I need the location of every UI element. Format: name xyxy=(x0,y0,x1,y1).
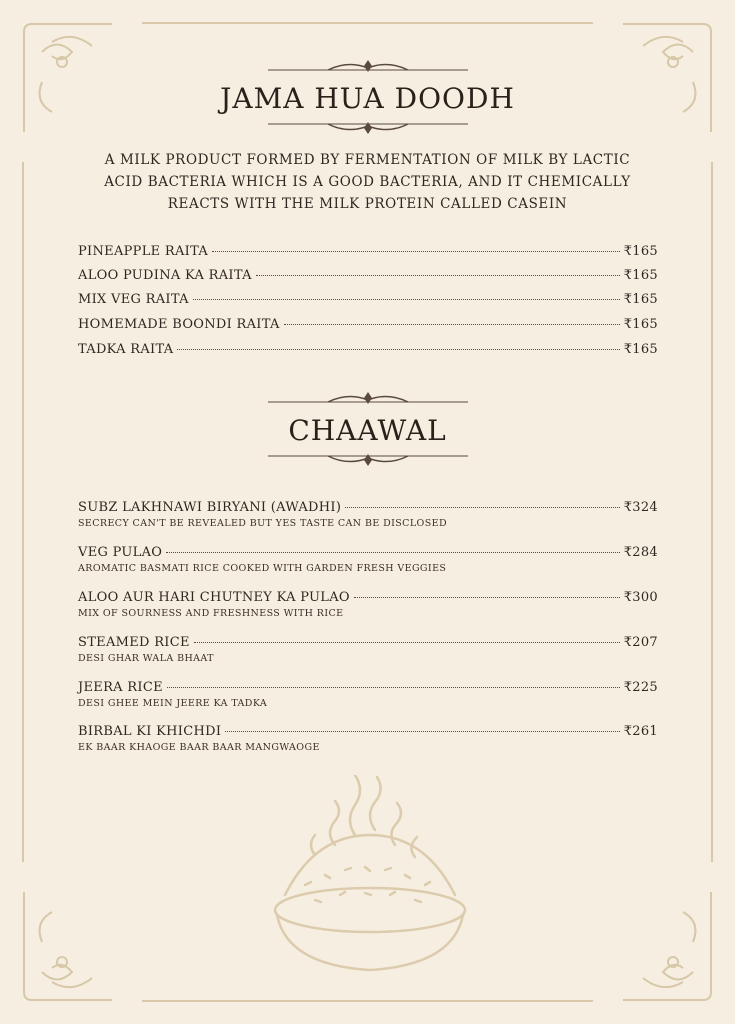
flourish-bottom-icon xyxy=(268,451,468,469)
description-line: A MILK PRODUCT FORMED BY FERMENTATION OF MILK BY LACTIC xyxy=(104,152,631,168)
flourish-top-icon xyxy=(268,58,468,76)
item-description: EK BAAR KHAOGE BAAR BAAR MANGWAOGE xyxy=(78,742,320,753)
leader-dots xyxy=(194,642,620,643)
item-name: ALOO PUDINA KA RAITA xyxy=(78,268,252,283)
section-title: CHAAWAL xyxy=(288,414,447,447)
item-price: ₹165 xyxy=(623,244,658,259)
leader-dots xyxy=(345,507,620,508)
leader-dots xyxy=(193,299,620,300)
item-name: SUBZ LAKHNAWI BIRYANI (AWADHI) xyxy=(78,500,342,515)
item-description: AROMATIC BASMATI RICE COOKED WITH GARDEN FRESH VEGGIES xyxy=(78,563,447,574)
flourish-bottom-icon xyxy=(268,119,468,137)
item-price: ₹300 xyxy=(623,590,658,605)
item-price: ₹225 xyxy=(623,680,658,695)
frame-left-line xyxy=(22,162,24,862)
flourish-top-icon xyxy=(268,390,468,408)
menu-item xyxy=(78,268,658,283)
menu-item xyxy=(78,724,658,753)
leader-dots xyxy=(354,597,620,598)
leader-dots xyxy=(284,324,620,325)
section-title: JAMA HUA DOODH xyxy=(220,82,515,115)
item-name: VEG PULAO xyxy=(78,545,163,560)
leader-dots xyxy=(256,275,620,276)
menu-item xyxy=(78,635,658,664)
leader-dots xyxy=(212,251,620,252)
menu-item xyxy=(78,342,658,357)
menu-item xyxy=(78,590,658,619)
rice-bowl-icon xyxy=(265,775,475,975)
item-name: HOMEMADE BOONDI RAITA xyxy=(78,317,280,332)
menu-item xyxy=(78,292,658,307)
item-description: DESI GHEE MEIN JEERE KA TADKA xyxy=(78,698,268,709)
leader-dots xyxy=(166,552,619,553)
leader-dots xyxy=(225,731,619,732)
item-price: ₹165 xyxy=(623,292,658,307)
item-price: ₹324 xyxy=(623,500,658,515)
description-line: ACID BACTERIA WHICH IS A GOOD BACTERIA, AND IT CHEMICALLY xyxy=(104,174,631,190)
item-price: ₹165 xyxy=(623,268,658,283)
frame-right-line xyxy=(711,162,713,862)
section-description xyxy=(80,149,655,215)
frame-bottom-line xyxy=(142,1000,593,1002)
item-price: ₹284 xyxy=(623,545,658,560)
item-name: ALOO AUR HARI CHUTNEY KA PULAO xyxy=(78,590,350,605)
item-name: TADKA RAITA xyxy=(78,342,174,357)
section-heading-chaawal xyxy=(0,390,735,469)
item-name: JEERA RICE xyxy=(78,680,163,695)
menu-item xyxy=(78,317,658,332)
leader-dots xyxy=(167,687,620,688)
item-price: ₹165 xyxy=(623,342,658,357)
menu-item xyxy=(78,500,658,529)
description-line: REACTS WITH THE MILK PROTEIN CALLED CASEIN xyxy=(167,196,568,212)
item-name: MIX VEG RAITA xyxy=(78,292,189,307)
item-price: ₹207 xyxy=(623,635,658,650)
menu-item xyxy=(78,545,658,574)
item-name: STEAMED RICE xyxy=(78,635,190,650)
corner-ornament-bottom-right-icon xyxy=(623,892,713,1002)
corner-ornament-bottom-left-icon xyxy=(22,892,112,1002)
item-name: BIRBAL KI KHICHDI xyxy=(78,724,222,739)
frame-top-line xyxy=(142,22,593,24)
section-heading-raita xyxy=(0,58,735,137)
item-name: PINEAPPLE RAITA xyxy=(78,244,209,259)
item-price: ₹261 xyxy=(623,724,658,739)
menu-item xyxy=(78,244,658,259)
menu-item xyxy=(78,680,658,709)
item-description: SECRECY CAN'T BE REVEALED BUT YES TASTE CAN BE DISCLOSED xyxy=(78,518,447,529)
item-description: MIX OF SOURNESS AND FRESHNESS WITH RICE xyxy=(78,608,344,619)
item-description: DESI GHAR WALA BHAAT xyxy=(78,653,214,664)
item-price: ₹165 xyxy=(623,317,658,332)
leader-dots xyxy=(177,349,619,350)
